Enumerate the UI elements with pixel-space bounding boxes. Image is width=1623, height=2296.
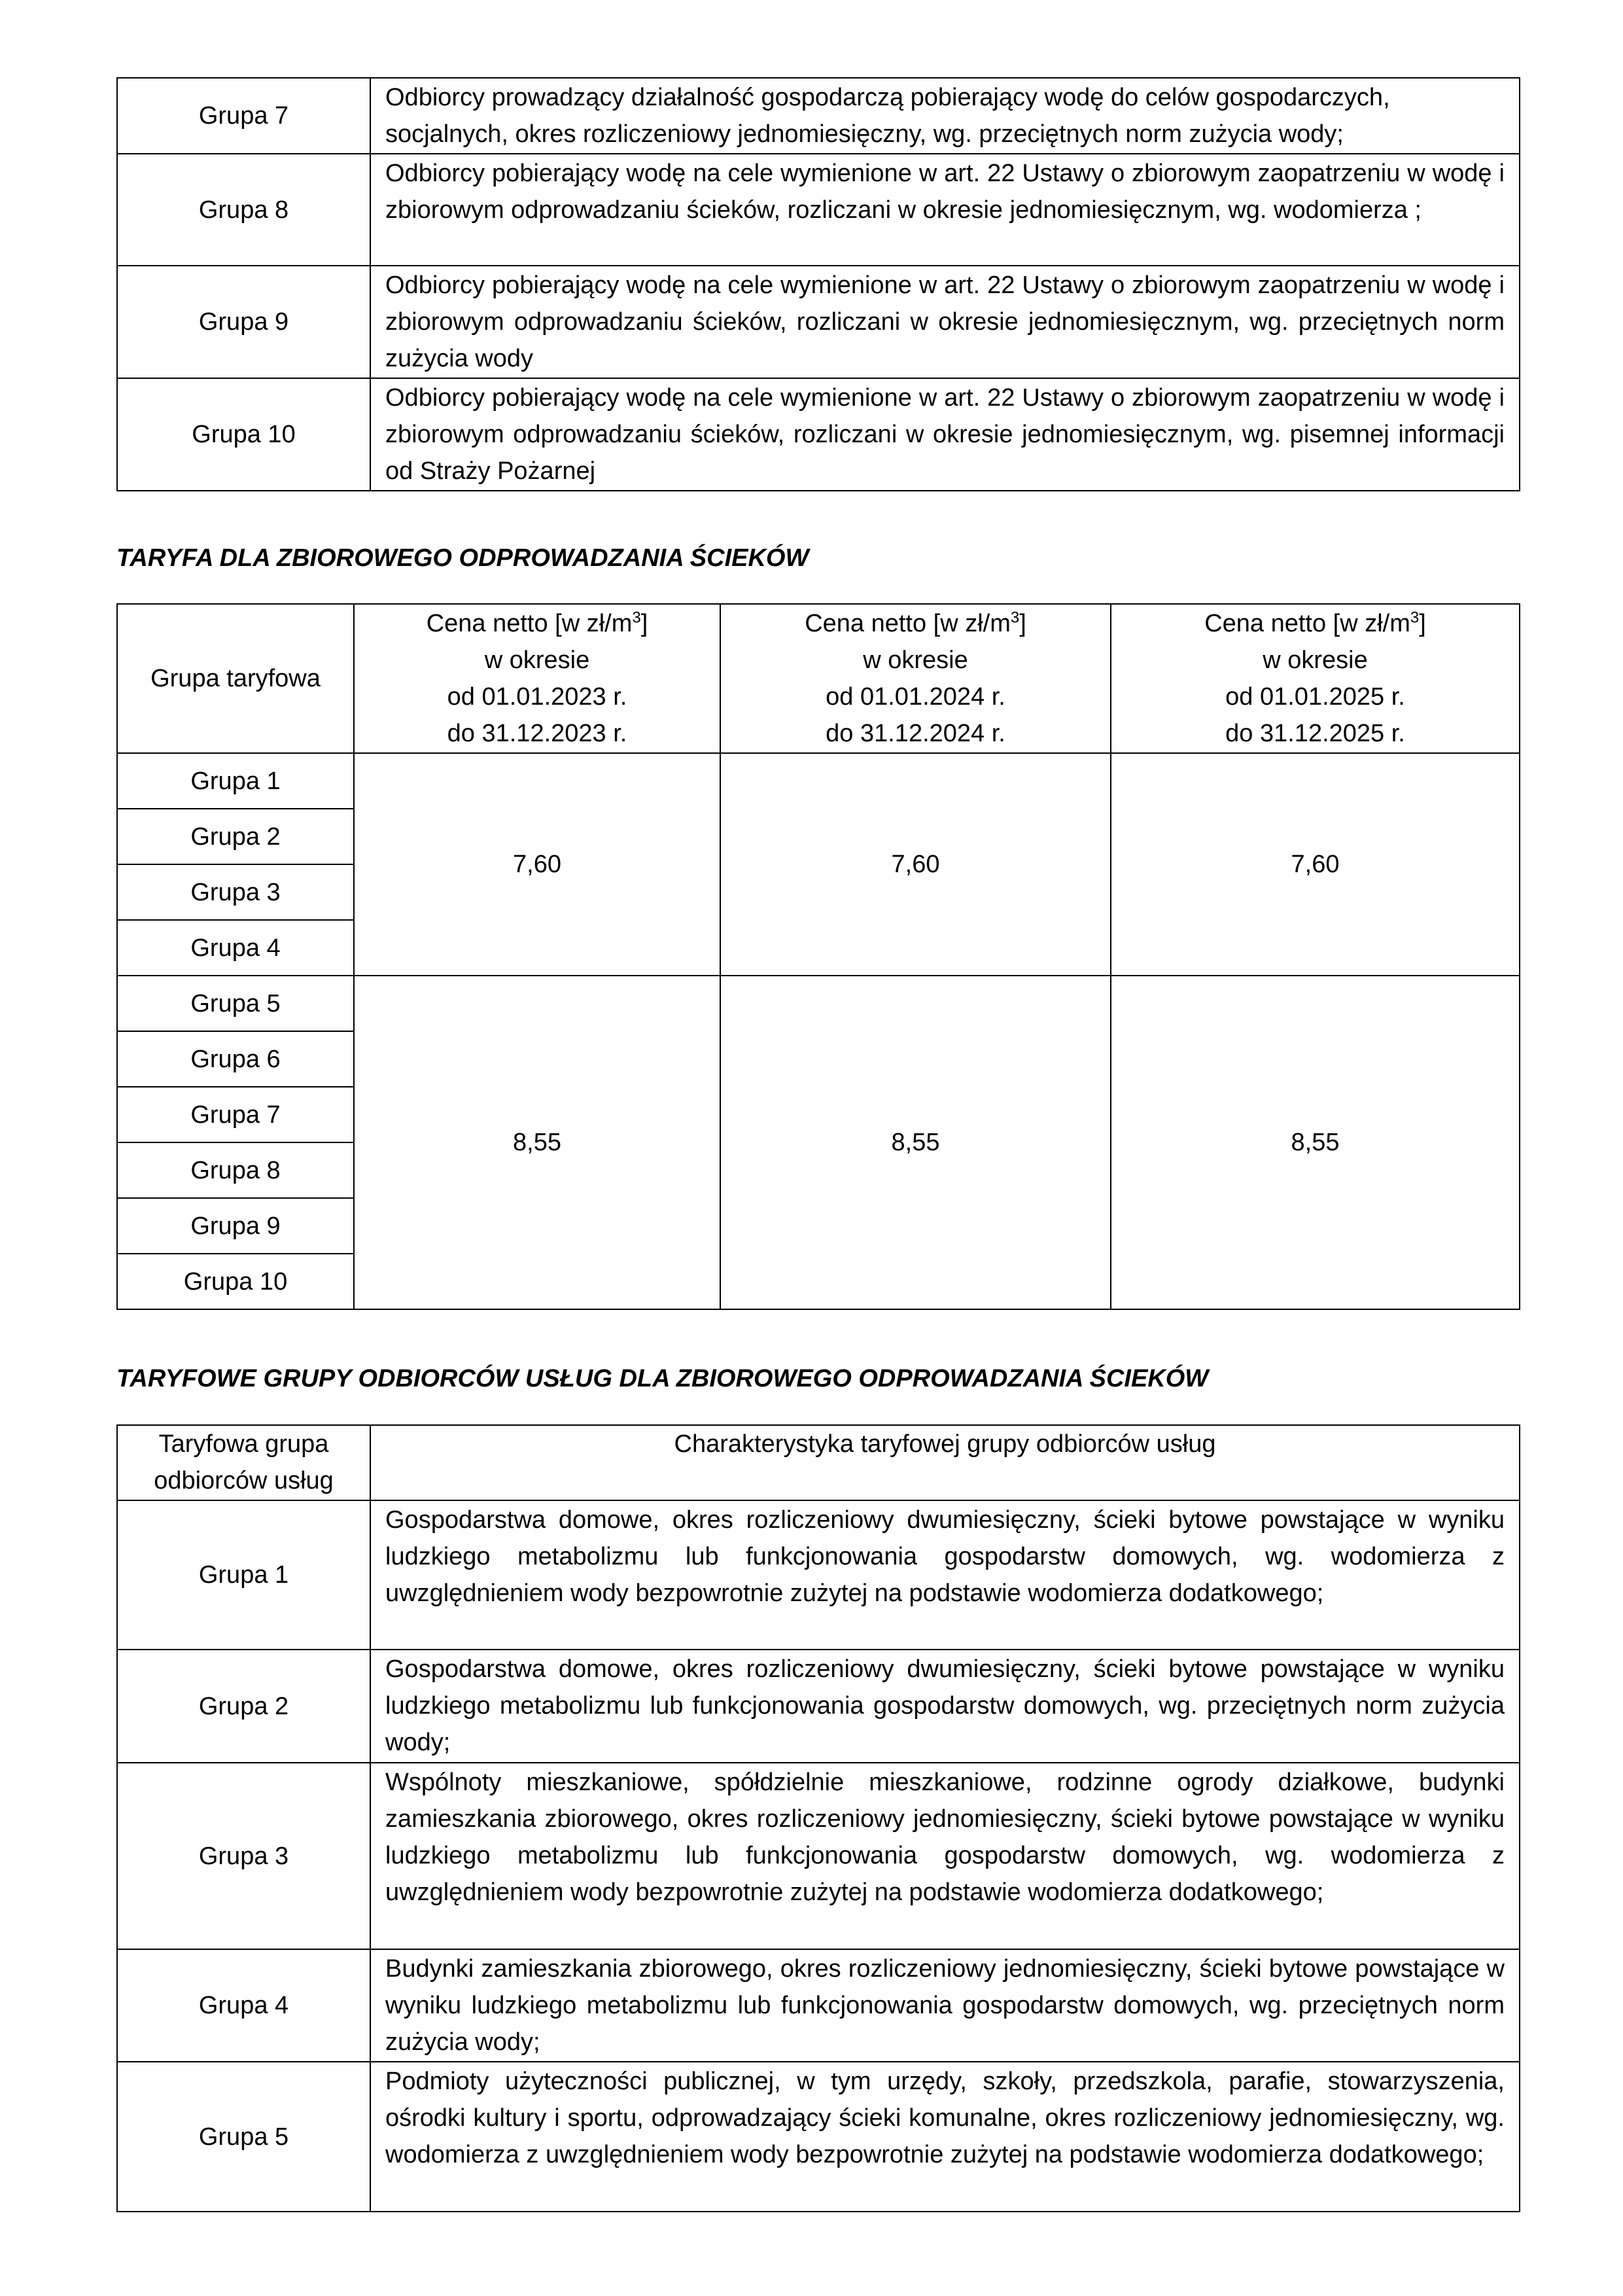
- header-description: Charakterystyka taryfowej grupy odbiorców usług: [370, 1425, 1520, 1500]
- group-cell: Grupa 5: [117, 976, 354, 1031]
- header-group: Grupa taryfowa: [117, 604, 354, 753]
- group-cell: Grupa 8: [117, 154, 370, 266]
- header-group: Taryfowa grupa odbiorców usług: [117, 1425, 370, 1500]
- header-price-2024: Cena netto [w $zł/m^3$] w okresie od 01.01.2024 r. do 31.12.2024 r.: [720, 604, 1111, 753]
- table-row: [117, 378, 1520, 491]
- table-row: [117, 1650, 1520, 1763]
- group-cell: Grupa 6: [117, 1031, 354, 1087]
- section-heading-groups: TARYFOWE GRUPY ODBIORCÓW USŁUG DLA ZBIOROWEGO ODPROWADZANIA ŚCIEKÓW: [116, 1365, 1209, 1392]
- group-description: Podmioty użyteczności publicznej, w tym urzędy, szkoły, przedszkola, parafie, stowarzyszenia, ośrodki kultury i sportu, odprowadzający ścieki komunalne, okres rozliczeniowy jednomiesięczny, wg. wodomierza z uwzględnieniem wody bezpowrotnie zużytej na podstawie wodomierza dodatkowego;: [370, 2062, 1520, 2212]
- group-cell: Grupa 2: [117, 809, 354, 864]
- table-row: [117, 1763, 1520, 1949]
- groups-table: [116, 1424, 1520, 2212]
- table-row: [117, 154, 1520, 266]
- group-description: Budynki zamieszkania zbiorowego, okres rozliczeniowy jednomiesięczny, ścieki bytowe powstające w wyniku ludzkiego metabolizmu lub funkcjonowania gospodarstw domowych, wg. przeciętnych norm zużycia wody;: [370, 1949, 1520, 2062]
- group-cell: Grupa 7: [117, 78, 370, 154]
- group-cell: Grupa 3: [117, 864, 354, 920]
- group-cell: Grupa 10: [117, 1254, 354, 1309]
- groups-continuation-table: [116, 77, 1520, 491]
- section-heading-tariff: TARYFA DLA ZBIOROWEGO ODPROWADZANIA ŚCIEKÓW: [116, 544, 809, 572]
- table-header-row: [117, 604, 1520, 753]
- table-row: [117, 1949, 1520, 2062]
- table-header-row: [117, 1425, 1520, 1500]
- group-cell: Grupa 1: [117, 1500, 370, 1650]
- group-cell: Grupa 1: [117, 753, 354, 809]
- header-price-2025: Cena netto [w $zł/m^3$] w okresie od 01.01.2025 r. do 31.12.2025 r.: [1111, 604, 1520, 753]
- group-cell: Grupa 4: [117, 1949, 370, 2062]
- group-cell: Grupa 7: [117, 1087, 354, 1142]
- price-cell: 8,55: [1111, 976, 1520, 1309]
- group-cell: Grupa 4: [117, 920, 354, 976]
- group-description: Gospodarstwa domowe, okres rozliczeniowy dwumiesięczny, ścieki bytowe powstające w wyniku ludzkiego metabolizmu lub funkcjonowania gospodarstw domowych, wg. wodomierza z uwzględnieniem wody bezpowrotnie zużytej na podstawie wodomierza dodatkowego;: [370, 1500, 1520, 1650]
- group-description: Odbiorcy pobierający wodę na cele wymienione w art. 22 Ustawy o zbiorowym zaopatrzeniu w wodę i zbiorowym odprowadzaniu ścieków, rozliczani w okresie jednomiesięcznym, wg. przeciętnych norm zużycia wody: [370, 266, 1520, 378]
- price-cell: 8,55: [354, 976, 720, 1309]
- group-cell: Grupa 9: [117, 1198, 354, 1254]
- group-cell: Grupa 9: [117, 266, 370, 378]
- group-description: Odbiorcy pobierający wodę na cele wymienione w art. 22 Ustawy o zbiorowym zaopatrzeniu w wodę i zbiorowym odprowadzaniu ścieków, rozliczani w okresie jednomiesięcznym, wg. pisemnej informacji od Straży Pożarnej: [370, 378, 1520, 491]
- group-description: Gospodarstwa domowe, okres rozliczeniowy dwumiesięczny, ścieki bytowe powstające w wyniku ludzkiego metabolizmu lub funkcjonowania gospodarstw domowych, wg. przeciętnych norm zużycia wody;: [370, 1650, 1520, 1763]
- group-description: Wspólnoty mieszkaniowe, spółdzielnie mieszkaniowe, rodzinne ogrody działkowe, budynki zamieszkania zbiorowego, okres rozliczeniowy jednomiesięczny, ścieki bytowe powstające w wyniku ludzkiego metabolizmu lub funkcjonowania gospodarstw domowych, wg. wodomierza z uwzględnieniem wody bezpowrotnie zużytej na podstawie wodomierza dodatkowego;: [370, 1763, 1520, 1949]
- table-row: [117, 266, 1520, 378]
- price-cell: 7,60: [720, 753, 1111, 976]
- group-cell: Grupa 2: [117, 1650, 370, 1763]
- group-description: Odbiorcy pobierający wodę na cele wymienione w art. 22 Ustawy o zbiorowym zaopatrzeniu w wodę i zbiorowym odprowadzaniu ścieków, rozliczani w okresie jednomiesięcznym, wg. wodomierza ;: [370, 154, 1520, 266]
- group-cell: Grupa 3: [117, 1763, 370, 1949]
- price-cell: 8,55: [720, 976, 1111, 1309]
- group-cell: Grupa 8: [117, 1142, 354, 1198]
- table-row: [117, 1500, 1520, 1650]
- header-price-2023: Cena netto [w $zł/m^3$] w okresie od 01.01.2023 r. do 31.12.2023 r.: [354, 604, 720, 753]
- group-cell: Grupa 5: [117, 2062, 370, 2212]
- group-description: Odbiorcy prowadzący działalność gospodarczą pobierający wodę do celów gospodarczych, socjalnych, okres rozliczeniowy jednomiesięczny, wg. przeciętnych norm zużycia wody;: [370, 78, 1520, 154]
- tariff-table: [116, 603, 1520, 1310]
- table-row: [117, 976, 1520, 1031]
- table-row: [117, 753, 1520, 809]
- price-cell: 7,60: [1111, 753, 1520, 976]
- group-cell: Grupa 10: [117, 378, 370, 491]
- price-cell: 7,60: [354, 753, 720, 976]
- table-row: [117, 2062, 1520, 2212]
- table-row: [117, 78, 1520, 154]
